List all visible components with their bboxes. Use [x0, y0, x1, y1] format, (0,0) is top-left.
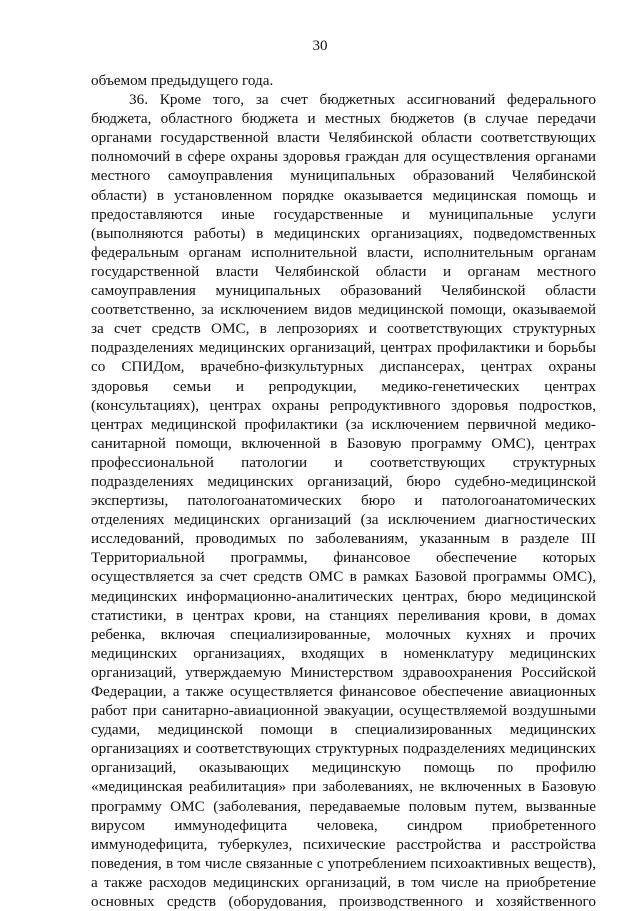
text-line: медицинских организациях, входящих в номенклатуру медицинских — [91, 644, 596, 662]
text-line: области) в установленном порядке оказывается медицинская помощь и — [91, 186, 596, 204]
text-line: центрах медицинской профилактики (за исключением первичной медико- — [91, 415, 596, 433]
text-line: экспертизы, патологоанатомических бюро и патологоанатомических — [91, 492, 596, 510]
text-line: соответственно, за исключением видов медицинской помощи, оказываемой — [91, 301, 596, 319]
text-line: подразделениях медицинских организаций, бюро судебно-медицинской — [91, 472, 596, 490]
text-line: со СПИДом, врачебно-физкультурных диспансерах, центрах охраны — [91, 358, 596, 376]
text-line: профессиональной патологии и соответствующих структурных — [91, 453, 596, 471]
text-line: программу ОМС (заболевания, передаваемые половым путем, вызванные — [91, 797, 596, 815]
text-line: организаций, оказывающих медицинскую помощь по профилю — [91, 759, 596, 777]
page-number: 30 — [312, 38, 328, 54]
text-line: ребенка, включая специализированные, молочных кухнях и прочих — [91, 625, 596, 643]
document-body — [91, 71, 596, 911]
text-line: организаций, утверждаемую Министерством здравоохранения Российской — [91, 663, 596, 681]
text-line: поведения, в том числе связанные с употреблением психоактивных веществ), — [91, 854, 596, 872]
text-line: основных средств (оборудования, производственного и хозяйственного — [91, 893, 596, 911]
text-line: здоровья семьи и репродукции, медико-генетических центрах — [91, 377, 596, 395]
text-line: (консультациях), центрах охраны репродуктивного здоровья подростков, — [91, 396, 596, 414]
text-line: медицинских информационно-аналитических центрах, бюро медицинской — [91, 587, 596, 605]
text-line: федеральным органам исполнительной власти, исполнительным органам — [91, 243, 596, 261]
text-line: отделениях медицинских организаций (за исключением диагностических — [91, 511, 596, 529]
text-line: (выполняются работы) в медицинских организациях, подведомственных — [91, 224, 596, 242]
text-line: органами государственной власти Челябинской области соответствующих — [91, 129, 596, 147]
text-line: работ при санитарно-авиационной эвакуации, осуществляемой воздушными — [91, 702, 596, 720]
text-line: санитарной помощи, включенной в Базовую программу ОМС), центрах — [91, 434, 596, 452]
text-line: предоставляются иные государственные и муниципальные услуги — [91, 205, 596, 223]
text-line: за счет средств ОМС, в лепрозориях и соответствующих структурных — [91, 320, 596, 338]
text-line: вирусом иммунодефицита человека, синдром приобретенного — [91, 816, 596, 834]
text-line: бюджета, областного бюджета и местных бюджетов (в случае передачи — [91, 110, 596, 128]
text-line: самоуправления муниципальных образований Челябинской области — [91, 282, 596, 300]
text-line: исследований, проводимых по заболеваниям, указанным в разделе III — [91, 530, 596, 548]
text-line: местного самоуправления муниципальных образований Челябинской — [91, 167, 596, 185]
text-line: объемом предыдущего года. — [91, 72, 274, 89]
text-line: полномочий в сфере охраны здоровья граждан для осуществления органами — [91, 148, 596, 166]
paragraph-start-line: 36. Кроме того, за счет бюджетных ассигнований федерального — [129, 91, 596, 109]
text-line: статистики, в центрах крови, на станциях переливания крови, в домах — [91, 606, 596, 624]
text-line: Территориальной программы, финансовое обеспечение которых — [91, 549, 596, 567]
text-line: Федерации, а также осуществляется финансовое обеспечение авиационных — [91, 683, 596, 700]
text-line: подразделениях медицинских организаций, центрах профилактики и борьбы — [91, 339, 596, 357]
text-line: государственной власти Челябинской области и органам местного — [91, 262, 596, 280]
text-line: осуществляется за счет средств ОМС в рамках Базовой программы ОМС), — [91, 568, 596, 586]
text-line: а также расходов медицинских организаций, в том числе на приобретение — [91, 873, 596, 891]
text-line: организациях и соответствующих структурных подразделениях медицинских — [91, 740, 596, 758]
text-line: судами, медицинской помощи в специализированных медицинских — [91, 721, 596, 739]
text-line: «медицинская реабилитация» при заболеваниях, не включенных в Базовую — [91, 778, 596, 796]
text-line: иммунодефицита, туберкулез, психические расстройства и расстройства — [91, 835, 596, 853]
